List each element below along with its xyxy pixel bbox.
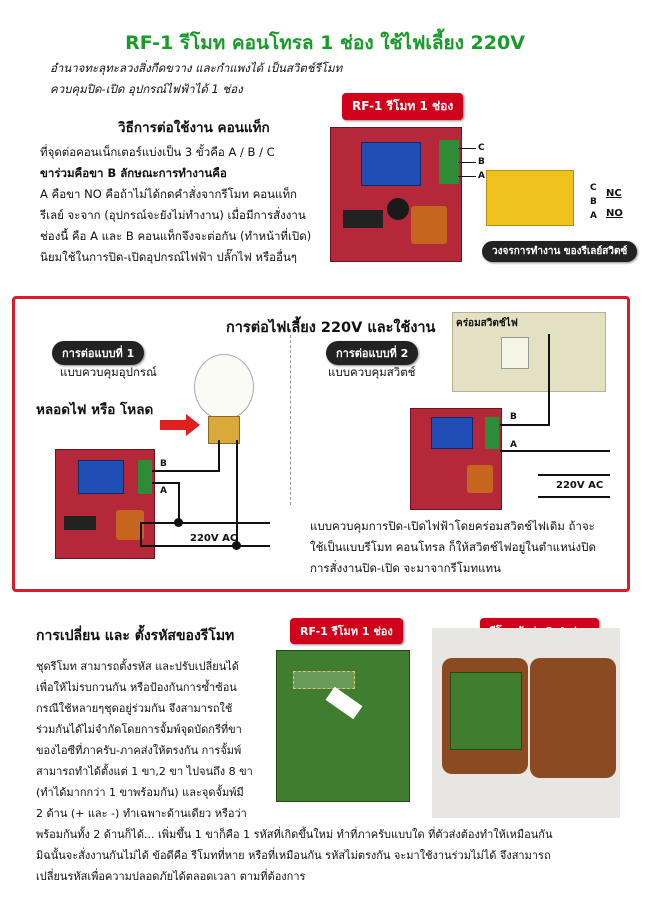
usage-line: ขาร่วมคือขา B ลักษณะการทำงานคือ xyxy=(40,166,227,180)
intro-line: ควบคุมปิด-เปิด อุปกรณ์ไฟฟ้าได้ 1 ช่อง xyxy=(50,82,243,96)
wiring-heading: การต่อไฟเลี้ยง 220V และใช้งาน xyxy=(226,320,436,336)
ic-chip xyxy=(64,516,96,530)
terminal-label-c: C xyxy=(478,143,485,153)
remote-board xyxy=(450,672,522,750)
wire xyxy=(538,474,610,476)
type1-badge: การต่อแบบที่ 1 xyxy=(52,341,144,365)
relay-component xyxy=(361,142,421,186)
switch-rocker xyxy=(501,337,529,369)
type1-desc: แบบควบคุมอุปกรณ์ xyxy=(60,365,157,379)
usage-heading: วิธีการต่อใช้งาน คอนแท็ก xyxy=(118,120,270,136)
arrow-head-icon xyxy=(186,414,200,436)
wire xyxy=(236,440,238,546)
relay-photo xyxy=(486,170,574,226)
jumper-pads xyxy=(293,671,355,689)
decoder-board-photo xyxy=(276,650,410,802)
relay-label-b: B xyxy=(590,197,597,207)
code-line: กรณีใช้หลายๆชุดอยู่ร่วมกัน จึงสามารถใช้ xyxy=(36,702,233,715)
remote-photo xyxy=(432,628,620,818)
terminal-block xyxy=(485,417,499,449)
code-line: ร่วมกันได้ไม่จำกัดโดยการจั้มพ์จุดบัดกรีที่ขา xyxy=(36,723,242,736)
capacitor xyxy=(467,465,493,493)
code-line: สามารถทำได้ตั้งแต่ 1 ขา,2 ขา ไปจนถึง 8 ขา xyxy=(36,765,253,778)
leader-line xyxy=(458,176,476,177)
type2-term-b: B xyxy=(510,412,517,422)
code-line: ของไอซีที่ภาครับ-ภาคส่งให้ตรงกัน การจั้มพ์ xyxy=(36,744,242,757)
junction-dot xyxy=(174,518,183,527)
electrolytic-capacitor xyxy=(387,198,409,220)
wire xyxy=(538,496,610,498)
explanation-line: การสั่งงานปิด-เปิด จะมาจากรีโมทแทน xyxy=(310,561,501,575)
explanation-line: แบบควบคุมการปิด-เปิดไฟฟ้าโดยคร่อมสวิตช์ไฟเดิม ถ้าจะ xyxy=(310,519,595,533)
code-text xyxy=(36,656,276,824)
lamp-label: หลอดไฟ หรือ โหลด xyxy=(36,402,154,418)
wire xyxy=(140,522,270,524)
code-line: เพื่อให้ไม่รบกวนกัน หรือป้องกันการซ้ำซ้อน xyxy=(36,681,237,694)
rf1-badge: RF-1 รีโมท 1 ช่อง xyxy=(342,93,463,120)
light-bulb-icon xyxy=(194,354,254,420)
wire xyxy=(500,450,610,452)
arrow-icon xyxy=(160,420,186,430)
code-full-line: พร้อมกันทั้ง 2 ด้านก็ได้... เพิ่มขึ้น 1 ขาก็คือ 1 รหัสที่เกิดขึ้นใหม่ ทำที่ภาครับแบบใด ที่ตัวส่งต้องทำให้เหมือนกัน xyxy=(36,828,553,841)
code-badge-rf1: RF-1 รีโมท 1 ช่อง xyxy=(290,618,403,644)
wire xyxy=(140,545,270,547)
wire xyxy=(152,482,180,484)
divider xyxy=(290,335,292,505)
terminal-label-a: A xyxy=(478,171,485,181)
relay-nc-label: NC xyxy=(606,188,622,199)
switch-label: คร่อมสวิตช์ไฟ xyxy=(456,318,518,329)
relay-caption: วงจรการทำงาน ของรีเลย์สวิตซ์ xyxy=(482,241,637,262)
usage-line: นิยมใช้ในการปิด-เปิดอุปกรณ์ไฟฟ้า ปลั๊กไฟ หรืออื่นๆ xyxy=(40,250,297,264)
type2-badge: การต่อแบบที่ 2 xyxy=(326,341,418,365)
remote-cover xyxy=(530,658,616,778)
type1-term-a: A xyxy=(160,486,167,496)
type2-term-a: A xyxy=(510,440,517,450)
usage-line: ช่องนี้ คือ A และ B คอนแท็กจึงจะต่อกัน (ทำหน้าที่เปิด) xyxy=(40,229,312,243)
type2-desc: แบบควบคุมสวิตช์ xyxy=(328,365,416,379)
code-line: (ทำได้มากกว่า 1 ขาพร้อมกัน) และจุดจั้มพ์มี xyxy=(36,786,244,799)
terminal-block xyxy=(138,460,152,494)
code-full-line: มิฉนั้นจะสั่งงานกันไม่ได้ ข้อดีคือ รีโมทที่หาย หรือที่เหมือนกัน รหัสไม่ตรงกัน จะมาใช้งานร่วมไม่ได้ จึงสามารถ xyxy=(36,849,551,862)
capacitor xyxy=(411,206,447,244)
type2-board-photo xyxy=(410,408,502,510)
wire xyxy=(218,440,220,472)
usage-text xyxy=(40,142,340,268)
leader-line xyxy=(458,162,476,163)
relay-label-c: C xyxy=(590,183,597,193)
terminal-label-b: B xyxy=(478,157,485,167)
intro-text xyxy=(50,58,342,100)
relay-label-a: A xyxy=(590,211,597,221)
receiver-board-photo xyxy=(330,127,462,262)
page-title: RF-1 รีโมท คอนโทรล 1 ช่อง ใช้ไฟเลี้ยง 220V xyxy=(125,32,525,54)
code-line: 2 ด้าน (+ และ -) ทำเฉพาะด้านเดียว หรือว่า xyxy=(36,807,247,820)
wire xyxy=(548,334,550,426)
usage-line: รีเลย์ จะจาก (อุปกรณ์จะยังไม่ทำงาน) เมื่อมีการสั่งงาน xyxy=(40,208,306,222)
code-heading: การเปลี่ยน และ ตั้งรหัสของรีโมท xyxy=(36,628,235,644)
usage-line: A คือขา NO คือถ้าไม่ได้กดคำสั่งจากรีโมท คอนแท็ก xyxy=(40,187,298,201)
code-full-line: เปลี่ยนรหัสเพื่อความปลอดภัยได้ตลอดเวลา ตามที่ต้องการ xyxy=(36,870,306,883)
type2-explanation xyxy=(310,516,615,579)
type1-term-b: B xyxy=(160,459,167,469)
pointer-arrow-icon xyxy=(325,687,362,720)
leader-line xyxy=(458,148,476,149)
type2-voltage: 220V AC xyxy=(556,480,604,491)
ic-chip xyxy=(343,210,383,228)
type1-voltage: 220V AC xyxy=(190,533,238,544)
relay-component xyxy=(78,460,124,494)
wire xyxy=(152,470,220,472)
code-full-text xyxy=(36,824,626,887)
relay-no-label: NO xyxy=(606,208,623,219)
wire xyxy=(140,522,142,547)
relay-component xyxy=(431,417,473,449)
explanation-line: ใช้เป็นแบบรีโมท คอนโทรล ก็ให้สวิตช์ไฟอยู่ในตำแหน่งปิด xyxy=(310,540,596,554)
wire xyxy=(500,424,550,426)
intro-line: อำนาจทะลุทะลวงสิ่งกีดขวาง และกำแพงได้ เป็นสวิตช์รีโมท xyxy=(50,61,343,75)
terminal-block xyxy=(439,140,459,184)
code-line: ชุดรีโมท สามารถตั้งรหัส และปรับเปลี่ยนได้ xyxy=(36,660,239,673)
usage-line: ที่จุดต่อคอนเน็กเตอร์แบ่งเป็น 3 ขั้วคือ A / B / C xyxy=(40,145,275,159)
